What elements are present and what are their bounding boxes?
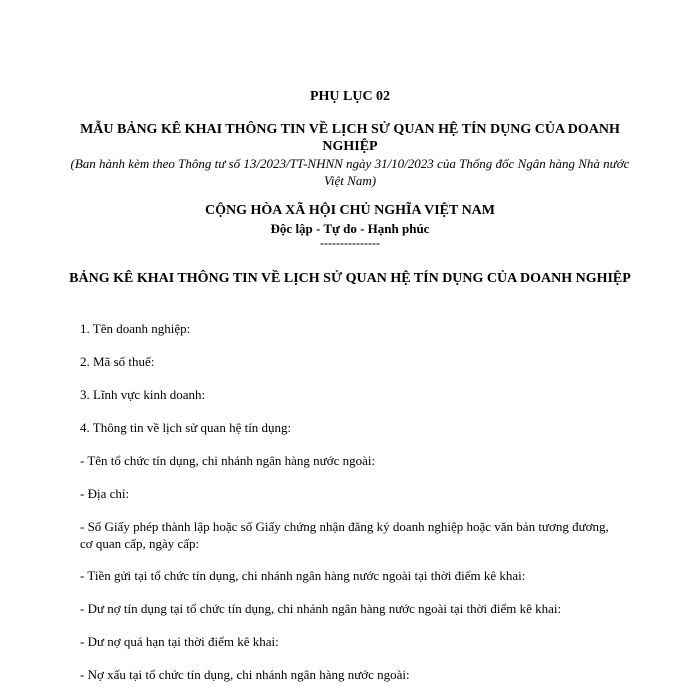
national-motto: Độc lập - Tự do - Hạnh phúc — [270, 221, 430, 236]
field-bad-debt: - Nợ xấu tại tổ chức tín dụng, chi nhánh ngân hàng nước ngoài: — [80, 667, 410, 682]
field-credit-history: 4. Thông tin về lịch sử quan hệ tín dụng: — [80, 420, 292, 435]
appendix-heading: PHỤ LỤC 02 — [309, 89, 391, 104]
form-title: MẪU BẢNG KÊ KHAI THÔNG TIN VỀ LỊCH SỬ QUAN HỆ TÍN DỤNG CỦA DOANH NGHIỆP — [80, 122, 620, 154]
field-institution-name: - Tên tổ chức tín dụng, chi nhánh ngân hàng nước ngoài: — [80, 453, 376, 468]
field-tax-code: 2. Mã số thuế: — [80, 354, 155, 369]
national-title: CỘNG HÒA XÃ HỘI CHỦ NGHĨA VIỆT NAM — [204, 203, 495, 218]
field-address: - Địa chỉ: — [80, 486, 130, 501]
field-outstanding-credit: - Dư nợ tín dụng tại tổ chức tín dụng, chi nhánh ngân hàng nước ngoài tại thời điểm kê khai: — [80, 601, 562, 616]
field-company-name: 1. Tên doanh nghiệp: — [80, 321, 191, 336]
issuance-note: (Ban hành kèm theo Thông tư số 13/2023/TT-NHNN ngày 31/10/2023 của Thống đốc Ngân hàng Nhà nước Việt Nam) — [70, 156, 630, 188]
document-title: BẢNG KÊ KHAI THÔNG TIN VỀ LỊCH SỬ QUAN HỆ TÍN DỤNG CỦA DOANH NGHIỆP — [69, 271, 631, 286]
field-overdue-debt: - Dư nợ quá hạn tại thời điểm kê khai: — [80, 634, 279, 649]
field-license: - Số Giấy phép thành lập hoặc số Giấy chứng nhận đăng ký doanh nghiệp hoặc văn bản tương đương, cơ quan cấp, ngày cấp: — [80, 519, 609, 551]
field-business-field: 3. Lĩnh vực kinh doanh: — [80, 387, 206, 402]
motto-divider: --------------- — [320, 236, 380, 250]
field-deposits: - Tiền gửi tại tổ chức tín dụng, chi nhánh ngân hàng nước ngoài tại thời điểm kê khai: — [80, 568, 526, 583]
